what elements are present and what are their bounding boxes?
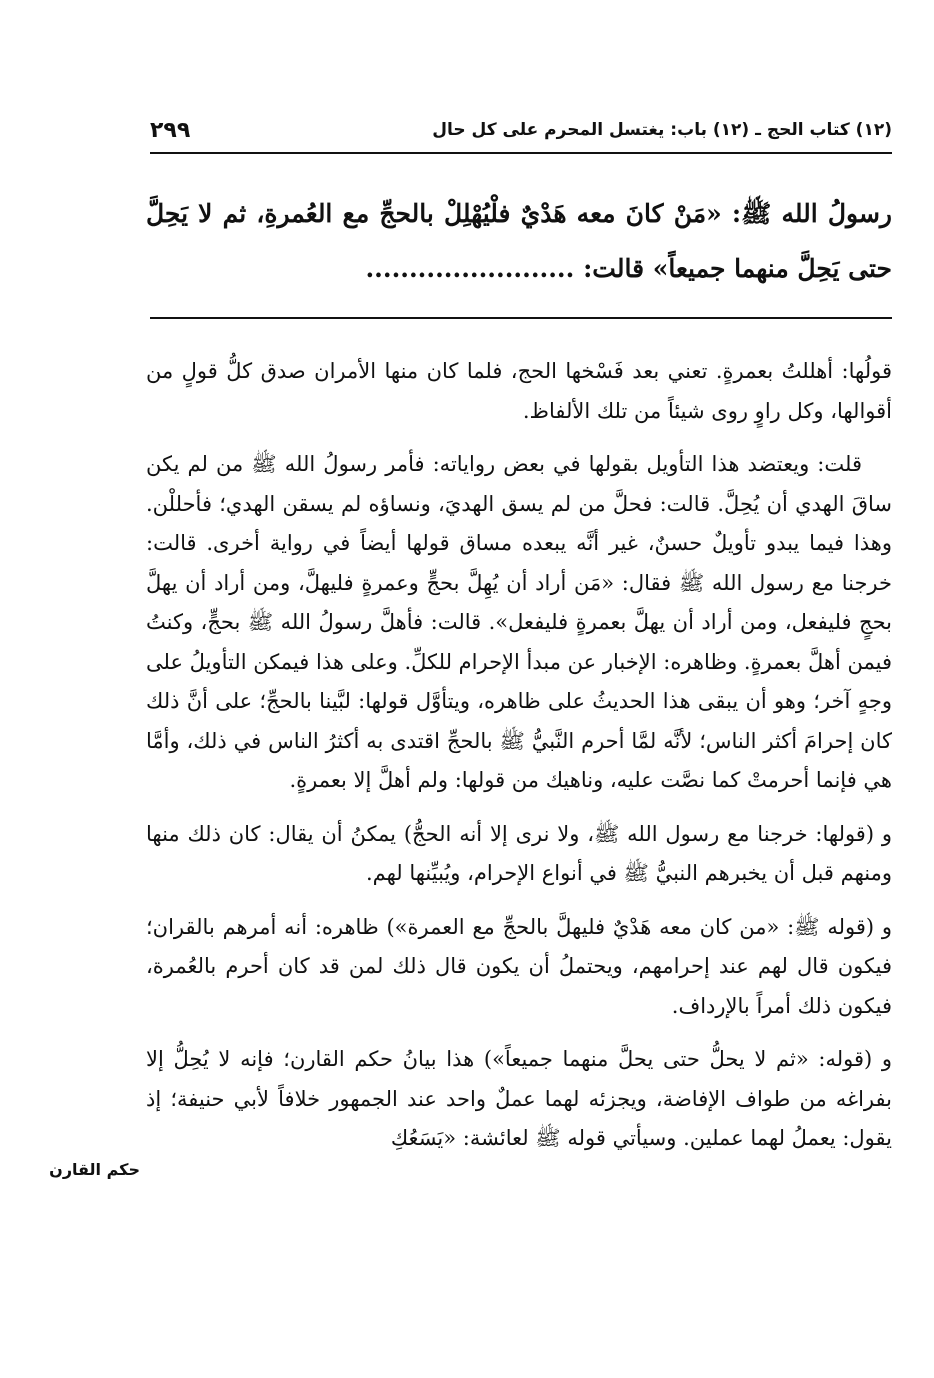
text-separator-line: [150, 317, 892, 319]
running-title: (١٢) كتاب الحج ـ (١٢) باب: يغتسل المحرم على كل حال: [432, 120, 892, 140]
hadith-text: رسولُ الله ﷺ: «مَنْ كانَ معه هَدْيٌ فلْيُهْلِلْ بالحجِّ مع العُمرةِ، ثم لا يَحِلَّ حتى يَحِلَّ منهما جميعاً» قالت:: [146, 199, 892, 283]
commentary-paragraph: و (قوله ﷺ: «من كان معه هَدْيٌ فليهلَّ بالحجِّ مع العمرة») ظاهره: أنه أمرهم بالقران؛ فيكون قال لهم عند إحرامهم، ويحتملُ أن يكون قال ذلك لمن قد كان أحرم بالعُمرة، فيكون ذلك أمراً بالإرداف.: [146, 914, 892, 1018]
commentary-paragraph: و (قوله: «ثم لا يحلُّ حتى يحلَّ منهما جميعاً») هذا بيانُ حكم القارن؛ فإنه لا يُحِلُّ إلا بفراغه من طواف الإفاضة، ويجزئه لهما عملٌ واحد عند الجمهور خلافاً لأبي حنيفة؛ إذ يقول: يعملُ لهما عملين. وسيأتي قوله ﷺ لعائشة: «يَسَعُكِ: [146, 1047, 892, 1150]
commentary-paragraph: قولُها: أهللتُ بعمرةٍ. تعني بعد فَسْخها الحج، فلما كان منها الأمران صدق كلُّ قولٍ من أقوالها، وكل راوٍ روى شيئاً من تلك الألفاظ.: [146, 359, 892, 423]
page-number: ٢٩٩: [150, 118, 191, 143]
hadith-text-block: [146, 186, 892, 296]
page-header: [150, 118, 892, 154]
commentary-paragraph: قلت: ويعتضد هذا التأويل بقولها في بعض رواياته: فأمر رسولُ الله ﷺ من لم يكن ساقَ الهدي أن يُحِلَّ. قالت: فحلَّ من لم يسق الهديَ، ونساؤه لم يسقن الهدي؛ فأحللْن. وهذا فيما يبدو تأويلٌ حسنٌ، غير أنَّه يبعده مساق قولها أيضاً في رواية أخرى. قالت: خرجنا مع رسول الله ﷺ فقال: «مَن أراد أن يُهِلَّ بحجٍّ وعمرةٍ فليهلَّ، ومن أراد أن يهلَّ بحجٍ فليفعل، ومن أراد أن يهلَّ بعمرةٍ فليفعل». قالت: فأهلَّ رسولُ الله ﷺ بحجٍّ، وكنتُ فيمن أهلَّ بعمرةٍ. وظاهره: الإخبار عن مبدأ الإحرام للكلِّ. وعلى هذا فيمكن التأويلُ على وجهٍ آخر؛ وهو أن يبقى هذا الحديثُ على ظاهره، ويتأوَّل قولها: لبَّينا بالحجِّ؛ على أنَّ ذلك كان إحرامَ أكثر الناس؛ لأنَّه لمَّا أحرم النَّبيُّ ﷺ بالحجِّ اقتدى به أكثرُ الناس في ذلك، وأمَّا هي فإنما أحرمتْ كما نصَّت عليه، وناهيك من قولها: ولم أهلَّ إلا بعمرةٍ.: [146, 452, 892, 792]
hadith-ellipsis: ........................: [365, 254, 575, 283]
commentary-paragraph: و (قولها: خرجنا مع رسول الله ﷺ، ولا نرى إلا أنه الحجُّ) يمكنُ أن يقال: كان ذلك منها ومنهم قبل أن يخبرهم النبيُّ ﷺ في أنواع الإحرام، ويُبيِّنها لهم.: [146, 821, 892, 885]
commentary-block: [146, 352, 892, 1173]
margin-note: حكم القارن: [49, 1160, 140, 1179]
